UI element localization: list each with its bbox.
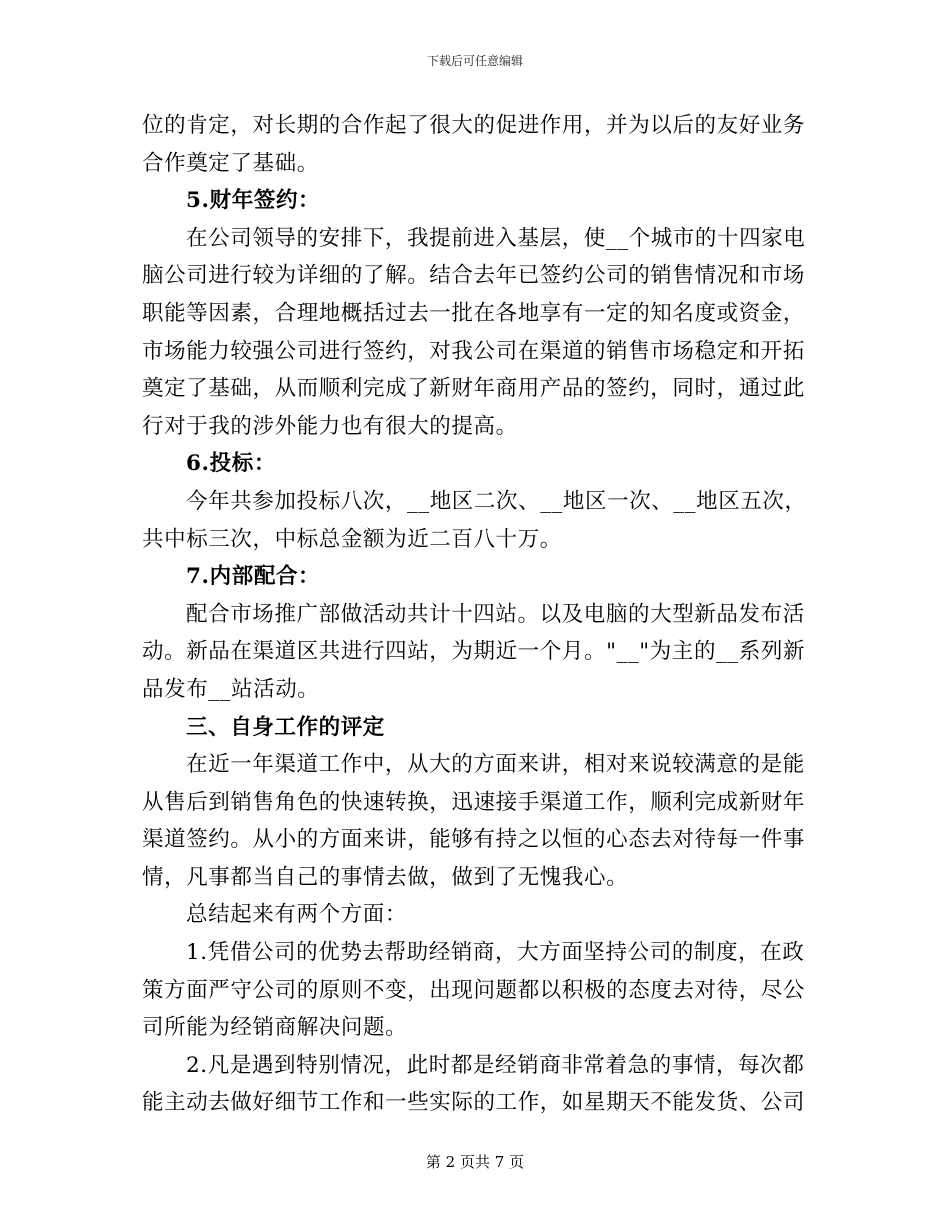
text-line: 配合市场推广部做活动共计十四站。以及电脑的大型新品发布活 xyxy=(186,601,805,627)
text-line: 奠定了基础，从而顺利完成了新财年商用产品的签约，同时，通过此 xyxy=(142,376,806,402)
list-item: 1.凭借公司的优势去帮助经销商，大方面坚持公司的制度，在政 xyxy=(186,940,805,966)
text-line: 情，凡事都当自己的事情去做，做到了无愧我心。 xyxy=(142,864,629,890)
text-line: 脑公司进行较为详细的了解。结合去年已签约公司的销售情况和市场 xyxy=(142,263,806,289)
text-line: 今年共参加投标八次，__地区二次、__地区一次、__地区五次， xyxy=(186,488,807,514)
section-heading: 7.内部配合： xyxy=(186,564,321,590)
text-line: 在近一年渠道工作中，从大的方面来讲，相对来说较满意的是能 xyxy=(186,752,805,778)
text-line: 行对于我的涉外能力也有很大的提高。 xyxy=(142,413,518,439)
list-item: 2.凡是遇到特别情况，此时都是经销商非常着急的事情，每次都 xyxy=(186,1052,805,1078)
text-line: 总结起来有两个方面： xyxy=(186,902,408,928)
text-line: 动。新品在渠道区共进行四站，为期近一个月。"__"为主的__系列新 xyxy=(142,639,806,665)
text-line: 从售后到销售角色的快速转换，迅速接手渠道工作，顺利完成新财年 xyxy=(142,789,806,815)
text-line: 合作奠定了基础。 xyxy=(142,150,319,176)
text-line: 市场能力较强公司进行签约，对我公司在渠道的销售市场稳定和开拓 xyxy=(142,338,806,364)
text-line: 策方面严守公司的原则不变，出现问题都以积极的态度去对待，尽公 xyxy=(142,977,806,1003)
chapter-heading: 三、自身工作的评定 xyxy=(186,714,385,740)
section-heading: 6.投标： xyxy=(186,451,276,477)
page-header: 下载后可任意编辑 xyxy=(426,54,523,68)
page-number: 第 2 页共 7 页 xyxy=(425,1153,525,1171)
text-line: 共中标三次，中标总金额为近二百八十万。 xyxy=(142,526,562,552)
text-line: 品发布__站活动。 xyxy=(142,676,320,702)
text-line: 职能等因素，合理地概括过去一批在各地享有一定的知名度或资金， xyxy=(142,300,806,326)
document-body xyxy=(142,107,807,1122)
text-line: 位的肯定，对长期的合作起了很大的促进作用，并为以后的友好业务 xyxy=(142,113,806,138)
text-line: 渠道签约。从小的方面来讲，能够有持之以恒的心态去对待每一件事 xyxy=(142,827,806,853)
text-line: 在公司领导的安排下，我提前进入基层，使__个城市的十四家电 xyxy=(186,225,806,251)
text-line: 能主动去做好细节工作和一些实际的工作，如星期天不能发货、公司 xyxy=(142,1090,806,1116)
text-line: 司所能为经销商解决问题。 xyxy=(142,1015,408,1041)
section-heading: 5.财年签约： xyxy=(186,188,321,214)
